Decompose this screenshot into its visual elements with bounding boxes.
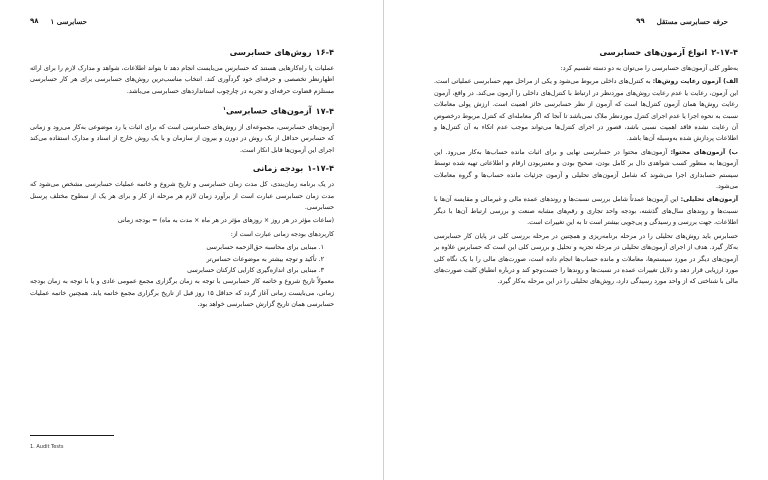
list-item: ۳. مبنایی برای اندازه‌گیری کارایی کارکنان حسابرسی [187, 267, 324, 275]
paragraph: در یک برنامه زمان‌بندی، کل مدت زمان حسابرسی و تاریخ شروع و خاتمه عملیات حسابرسی مشخص می‌شود که مدت زمان حسابرسی عبارت است از برآورد زمان لازم هر مرحله از کار و برای هر یک از سطوح مختلف پرسنل حسابرسی. [30, 181, 334, 211]
right-page-body [434, 40, 738, 290]
footnote-rule [30, 435, 114, 436]
paragraph: معمولاً تاریخ شروع و خاتمه کار حسابرسی با توجه به زمان برگزاری مجمع عمومی عادی و یا با توجه به زمان بودجه زمانی، می‌بایست زمانی آغاز گردد که حداقل ۱۵ روز قبل از تاریخ برگزاری مجمع خاتمه یابد. همچنین خاتمه عملیات حسابرسی همان تاریخ گزارش حسابرسی خواهد بود. [30, 278, 334, 309]
left-header-title: حسابرسی ۱ [50, 16, 87, 26]
section-heading: ۱۶-۴روش‌های حسابرسی [229, 47, 334, 57]
right-page-number: ۹۹ [636, 17, 645, 25]
paragraph: آزمون‌های حسابرسی، مجموعه‌ای از روش‌های حسابرسی است که برای اثبات یا رد موضوعی به‌کار می‌رود و زمانی که حسابرس حداقل از یک روش در دورن و بیرون از سازمان و یا یک روش خارج از اسناد و مدارک استفاده می‌کند اجرای این آزمون‌ها قابل انکار است. [30, 123, 334, 154]
paragraph: الف) آزمون رعایت روش‌ها: به کنترل‌های داخلی مربوط می‌شود و یکی از مراحل مهم حسابرسی عملیاتی است. این آزمون، رعایت یا عدم رعایت روش‌های موردنظر در ارتباط با کنترل‌های داخلی را آزمون می‌کند. در واقع، آزمون رعایت روش‌ها همان آزمون کنترل‌ها است که آزمون از نظر حسابرسی حائز اهمیت است. ارزش پولی معاملات نسبت به نحوه اجرا یا عدم اجرای کنترل موردنظر ملاک نمی‌باشد تا آنجا که اگر معامله‌ای که کنترل مربوط درخصوص آن رعایت نشده فاقد اهمیت نسبی باشد، قصور در اجرای کنترل‌ها می‌تواند موجب عدم اتکاء به آن کنترل‌ها و اطلاعات پردازش شده به‌وسیله آن‌ها باشد. [434, 78, 738, 143]
paragraph-formula: (ساعات مؤثر در هر روز × روزهای مؤثر در هر ماه × مدت به ماه) = بودجه زمانی [117, 217, 334, 225]
paragraph: آزمون‌های تحلیلی: این آزمون‌ها عمدتاً شامل بررسی نسبت‌ها و روندهای عمده مالی و غیرمالی و مقایسه آن‌ها با نسبت‌ها و روندهای سال‌های گذشته، بودجه واحد تجاری و رقم‌های مشابه صنعت و بررسی ارتباط آن‌ها با دیگر اطلاعات، جهت بررسی و رسیدگی و پی‌جویی بیشتر است تا به این تغییرات است. [434, 196, 738, 227]
footnote: 1. Audit Tests [30, 444, 64, 450]
right-header-title: حرفه حسابرسی مستقل [656, 16, 728, 26]
left-page-body [30, 40, 334, 313]
paragraph: عملیات یا راه‌کارهایی هستند که حسابرس می‌بایست انجام دهد تا بتواند اطلاعات، شواهد و مدارک لازم را برای ارائه اظهارنظر تخصصی و حرفه‌ای خود گردآوری کند. انتخاب مناسب‌ترین روش‌های حسابرسی برای هر کار حسابرسی مستلزم قضاوت حرفه‌ای و تجربه در چارچوب استانداردهای حسابرسی می‌باشد. [30, 65, 334, 95]
paragraph: به‌طور کلی آزمون‌های حسابرسی را می‌توان به دو دسته تقسیم کرد: [560, 65, 738, 72]
paragraph: ب) آزمون‌های محتوا: آزمون‌های محتوا در حسابرسی نهایی و برای اثبات مانده حساب‌ها به‌کار می‌رود. این آزمون‌ها به منظور کسب شواهدی دال بر کامل بودن، صحیح بودن و معتبربودن ارقام و اطلاعاتی تهیه شده توسط سیستم حسابداری اجرا می‌شوند که شامل آزمون‌های تحلیلی و آزمون جزئیات مانده حساب‌ها و گروه معاملات می‌شود. [434, 148, 738, 191]
section-heading: ۱۷-۴آزمون‌های حسابرسی$^۱$ [222, 105, 334, 116]
right-running-head [424, 14, 728, 28]
right-page [384, 0, 768, 480]
paragraph: کاربردهای بودجه زمانی عبارت است از: [230, 230, 334, 238]
list-item: ۲. تأکید و توجه بیشتر به موضوعات حساس‌تر [206, 255, 324, 263]
uses-list [30, 242, 334, 276]
section-heading: ۲-۱۷-۴انواع آزمون‌های حسابرسی [599, 47, 738, 57]
paragraph: حسابرس باید روش‌های تحلیلی را در مرحله برنامه‌ریزی و همچنین در مرحله بررسی کلی در پایان کار حسابرسی به‌کار گیرد. هدف از اجرای آزمون‌های تحلیلی در مرحله تجزیه و تحلیل و بررسی کلی این است که حسابرس علاوه بر آزمون‌های دیگر در مورد سیستم‌ها، معاملات و مانده حساب‌ها انجام داده است، صورت‌های مالی را با یک نگاه کلی مورد ارزیابی قرار دهد و دلایل تغییرات عمده در نسبت‌ها و روندها را جست‌وجو کند و درباره انطباق کلیت صورت‌های مالی با شناختی که از واحد مورد رسیدگی دارد، روش‌های تحلیلی را در این مرحله به‌کار گیرد. [434, 232, 738, 286]
section-heading: ۱-۱۷-۴بودجه زمانی [252, 163, 334, 174]
left-page-number: ۹۸ [30, 17, 39, 25]
list-item: ۱. مبنایی برای محاسبه حق‌الزحمه حسابرسی [206, 244, 324, 252]
footnote-mark: ۱ [222, 106, 226, 113]
left-running-head [30, 14, 344, 28]
